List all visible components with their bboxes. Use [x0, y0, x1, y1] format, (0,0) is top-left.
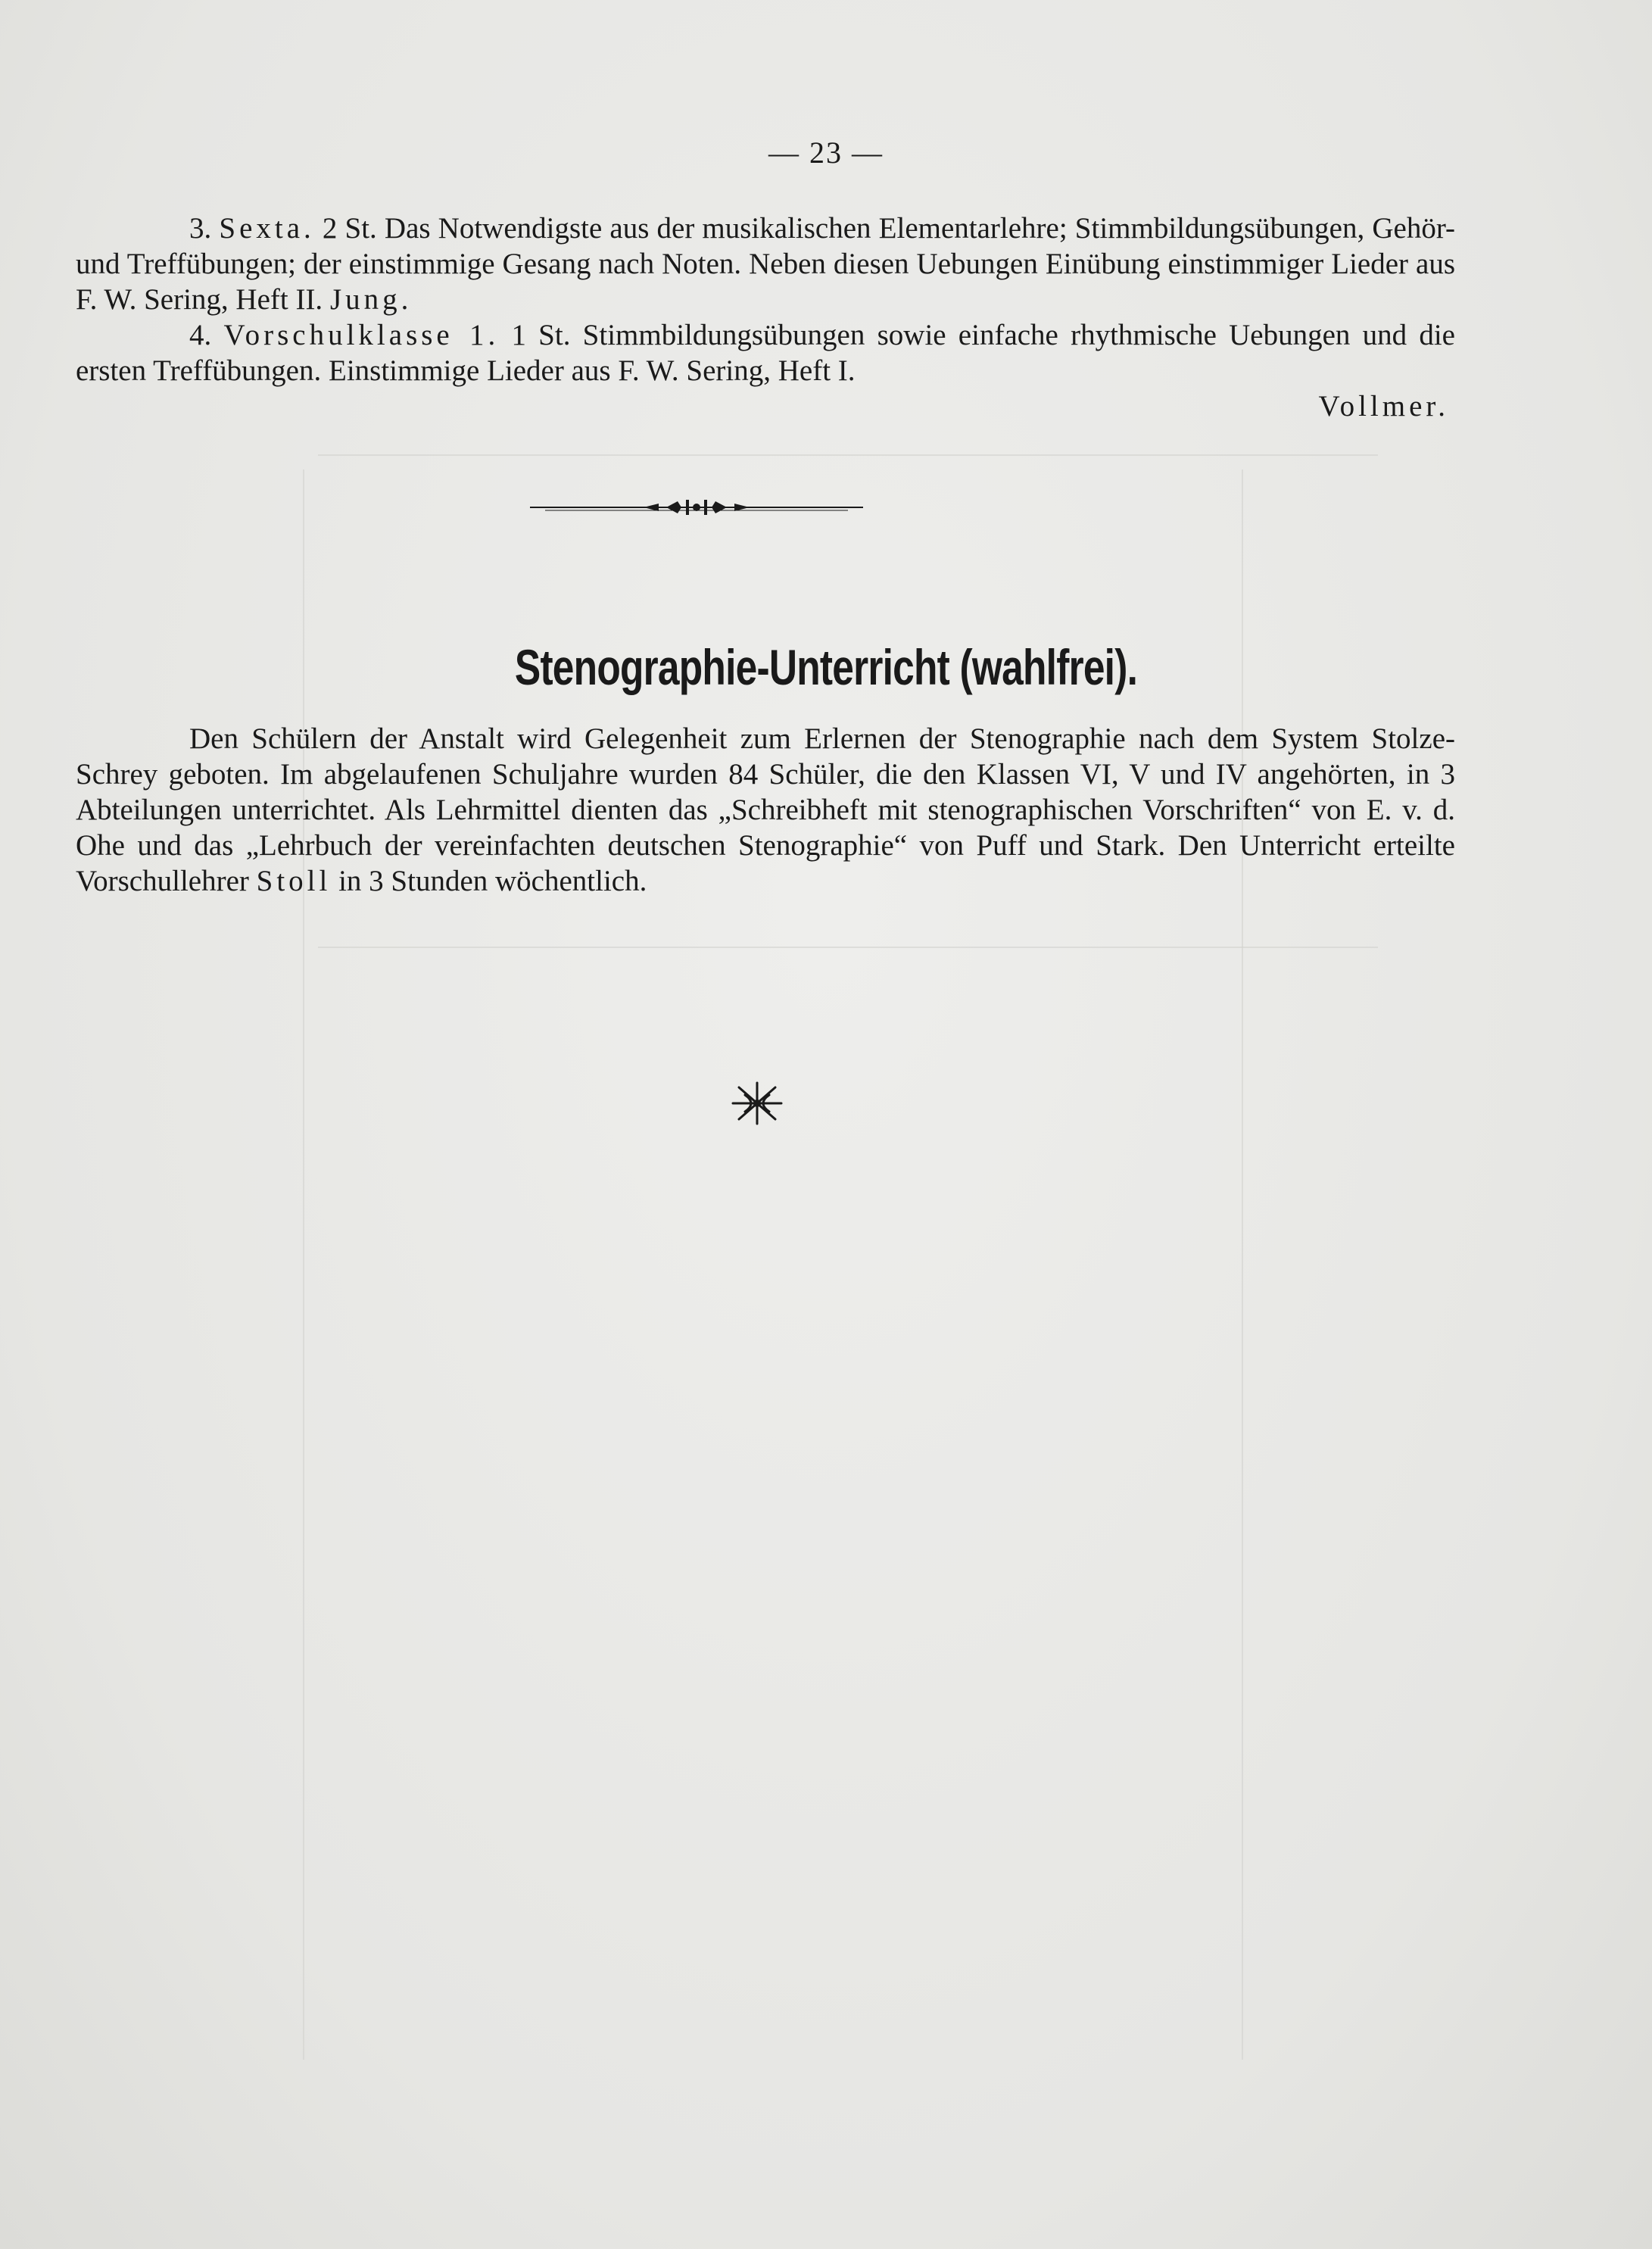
- sexta-text: 2 St. Das Notwendigste aus der musikalischen Elementarlehre; Stimmbildungsübungen, Gehör- und Treffübungen; der einstimmige Gesang nach Noten. Neben diesen Uebungen Einübung einstimmiger Lieder aus F. W. Sering, Heft II.: [76, 212, 1456, 316]
- star-ornament: [728, 1080, 786, 1127]
- bleed-through-rule: [318, 454, 1378, 456]
- sexta-teacher: Jung.: [329, 283, 413, 316]
- vorschul-teacher: Vollmer.: [1318, 390, 1449, 423]
- stenography-paragraph: [76, 721, 1455, 899]
- sexta-paragraph: [76, 211, 1455, 317]
- bleed-through-rule: [1242, 469, 1243, 2060]
- stenography-section: [76, 721, 1455, 899]
- stenography-text-end: in 3 Stunden wöchentlich.: [338, 865, 647, 897]
- page-number: — 23 —: [768, 136, 884, 170]
- sexta-number: 3.: [189, 212, 212, 245]
- vorschul-number: 4.: [189, 319, 212, 351]
- stenography-text-main: Den Schülern der Anstalt wird Gelegenheit zum Erlernen der Stenographie nach dem System Stolze-Schrey geboten. Im abgelaufenen Schuljahre wurden 84 Schüler, die den Klassen VI, V und IV angehörten, in 3 Abteilungen unterrichtet. Als Lehrmittel dienten das „Schreibheft mit stenographischen Vorschriften“ von E. v. d. Ohe und das „Lehrbuch der vereinfachten deutschen Stenographie“ von Puff und Stark. Den Unterricht erteilte Vorschullehrer: [76, 722, 1455, 897]
- bleed-through-rule: [303, 469, 304, 2060]
- ornamental-divider: [530, 494, 863, 516]
- bleed-through-rule: [318, 947, 1378, 948]
- vorschul-label: Vorschulklasse 1.: [223, 319, 500, 351]
- music-section: [76, 211, 1455, 424]
- vorschul-paragraph: [76, 317, 1455, 388]
- stenography-teacher: Stoll: [256, 865, 332, 897]
- vorschul-text: 1 St. Stimmbildungsübungen sowie einfache rhythmische Uebungen und die ersten Treffübungen. Einstimmige Lieder aus F. W. Sering, Heft I.: [76, 319, 1455, 387]
- section-heading: Stenographie-Unterricht (wahlfrei).: [514, 639, 1138, 695]
- sexta-label: Sexta.: [219, 212, 315, 245]
